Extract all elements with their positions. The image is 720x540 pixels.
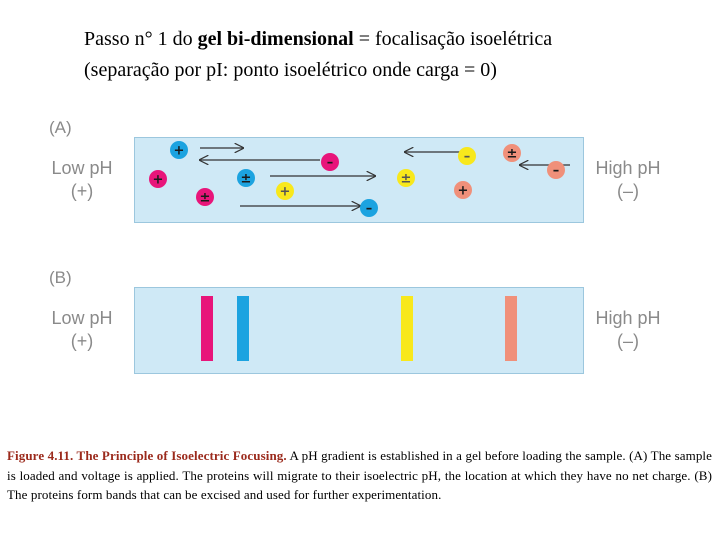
charge-symbol: ± [400,171,412,187]
panel-a-label: (A) [49,118,72,137]
low-sign-text: (+) [70,331,94,351]
protein-bands [201,296,517,361]
figure-caption [7,446,712,505]
low-ph-text: Low pH [51,308,113,328]
charge-symbol: – [463,149,471,165]
protein-blue-minus [360,199,378,217]
title-line2: (separação por pI: ponto isoelétrico onde carga = 0) [84,59,497,81]
protein-salmon-plus [454,181,472,199]
charge-symbol: – [365,201,373,217]
band-yellow [401,296,413,361]
charge-symbol: – [552,163,560,179]
protein-salmon-minus [547,161,565,179]
charge-symbol: ± [199,190,211,206]
charge-symbol: – [326,155,334,171]
charge-symbol: + [152,172,164,188]
protein-yellow-plus [276,182,294,200]
title-line1-prefix: Passo n° 1 do [84,28,198,50]
low-sign-text: (+) [70,181,94,201]
band-blue [237,296,249,361]
title-line1-suffix: = focalisação isoelétrica [353,28,553,50]
band-salmon [505,296,517,361]
charge-symbol: + [279,184,291,200]
high-sign-text: (–) [617,331,639,351]
protein-magenta-neutral [196,188,214,206]
panel-b-label: (B) [49,268,72,287]
protein-yellow-neutral [397,169,415,187]
title-line1-bold: gel bi-dimensional [197,28,354,50]
protein-magenta-plus [149,170,167,188]
band-magenta [201,296,213,361]
protein-salmon-neutral [503,144,521,162]
low-ph-text: Low pH [51,158,113,178]
high-sign-text: (–) [617,181,639,201]
charge-symbol: ± [506,146,518,162]
protein-magenta-minus [321,153,339,171]
charge-symbol: ± [240,171,252,187]
caption-title: Figure 4.11. The Principle of Isoelectric Focusing. [7,448,287,463]
high-ph-text: High pH [595,158,661,178]
protein-blue-neutral [237,169,255,187]
charge-symbol: + [457,183,469,199]
protein-yellow-minus [458,147,476,165]
high-ph-text: High pH [595,308,661,328]
caption-text: A pH gradient is established in a gel before loading the sample. (A) The sample is loaded and voltage is applied. The proteins will migrate to their isoelectric pH, the location at which they have no net charge. (B) The proteins form bands that can be excised and used for further experimentation. [7,448,712,502]
charge-symbol: + [173,143,185,159]
protein-blue-plus [170,141,188,159]
